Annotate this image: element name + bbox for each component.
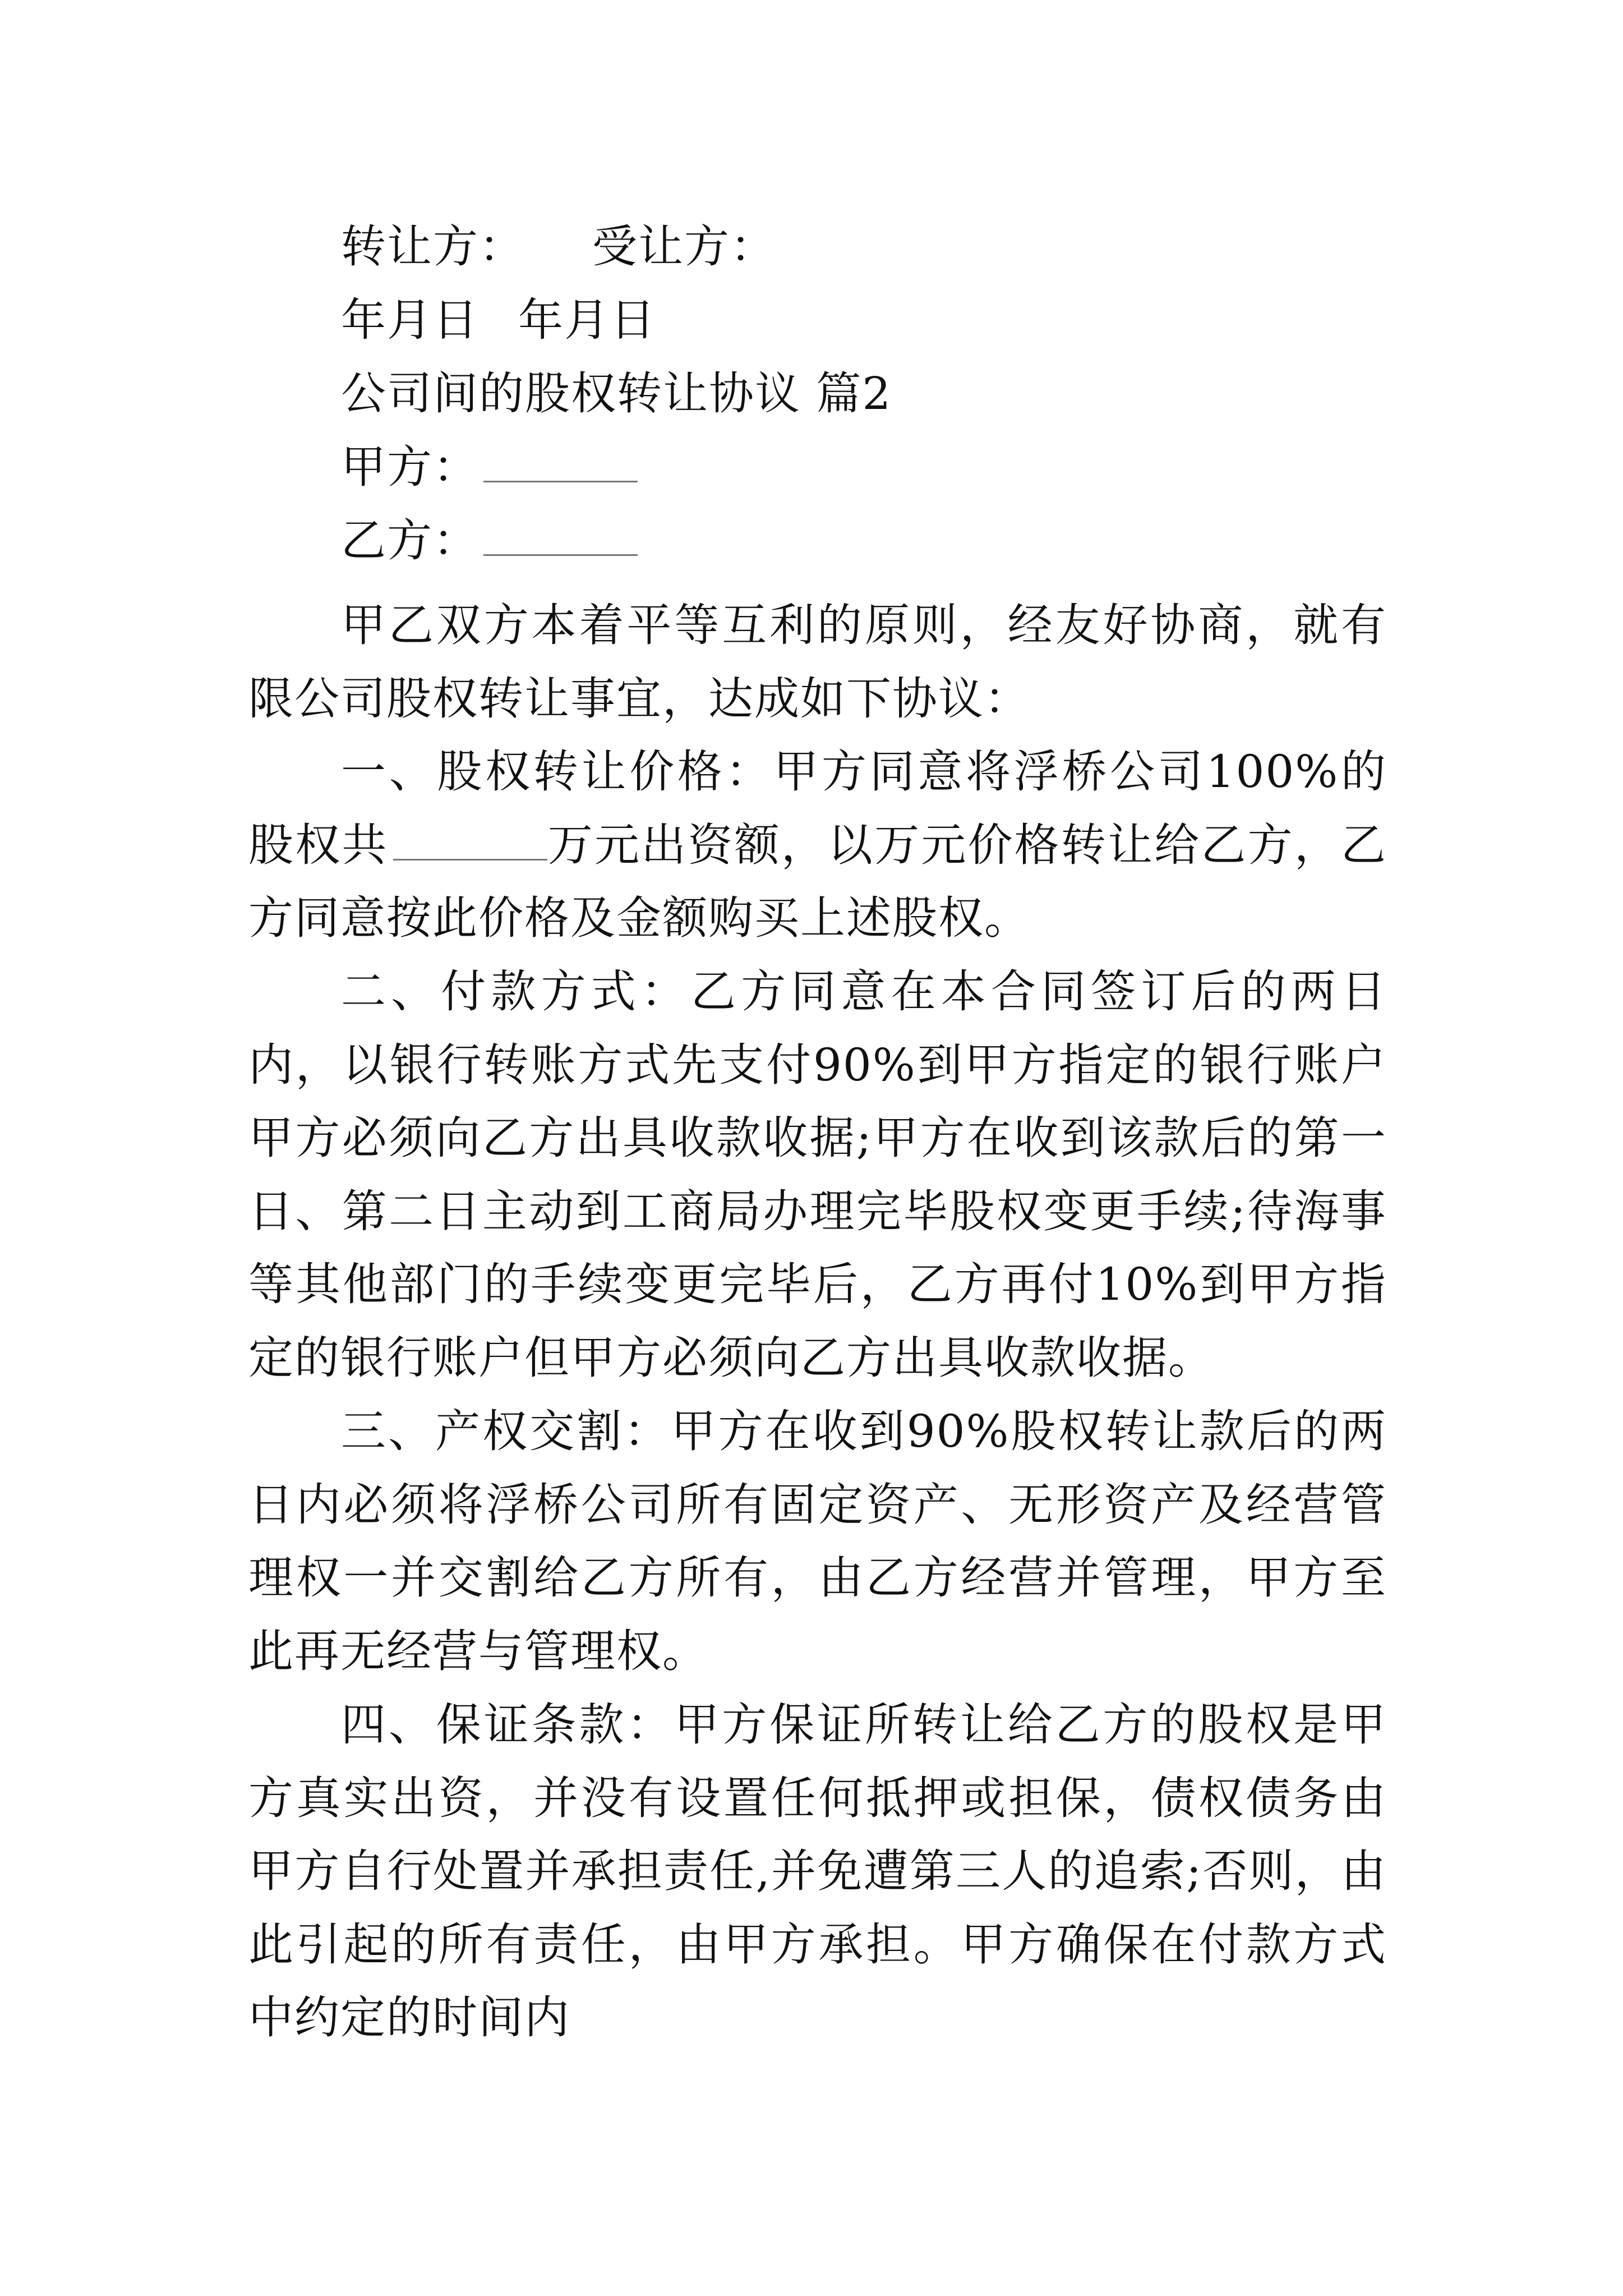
price-clause-suffix: 万元出资额，以万元价格转让给乙方，乙方同意按此价格及金额购买上述股权。 <box>248 818 1387 944</box>
payment-clause: 二、付款方式：乙方同意在本合同签订后的两日内，以银行转账方式先支付90%到甲方指定的银行账户甲方必须向乙方出具收款收据;甲方在收到该款后的第一日、第二日主动到工商局办理完毕股权变更手续;待海事等其他部门的手续变更完毕后，乙方再付10%到甲方指定的银行账户但甲方必须向乙方出具收款收据。 <box>248 965 1387 1384</box>
transferee-label: 受让方： <box>592 220 776 273</box>
signature-dates-row <box>341 293 656 347</box>
transferee-date: 年月日 <box>518 294 656 346</box>
party-b-line <box>341 514 638 568</box>
party-a-line <box>341 440 638 494</box>
price-clause <box>248 735 1387 955</box>
price-amount-blank <box>393 825 547 861</box>
section-title: 公司间的股权转让协议 篇2 <box>341 367 892 420</box>
transferor-date: 年月日 <box>341 294 479 346</box>
party-a-label: 甲方： <box>341 441 479 493</box>
guarantee-clause: 四、保证条款：甲方保证所转让给乙方的股权是甲方真实出资，并没有设置任何抵押或担保，债权债务由甲方自行处置并承担责任,并免遭第三人的追索;否则，由此引起的所有责任，由甲方承担。甲方确保在付款方式中约定的时间内 <box>248 1699 1387 2044</box>
party-a-blank <box>483 447 638 482</box>
price-clause-prefix: 一、股权转让价格：甲方同意将浮桥公司100%的股权共 <box>248 746 1387 871</box>
handover-clause: 三、产权交割：甲方在收到90%股权转让款后的两日内必须将浮桥公司所有固定资产、无形资产及经营管理权一并交割给乙方所有，由乙方经营并管理，甲方至此再无经营与管理权。 <box>248 1405 1387 1677</box>
signature-labels-row <box>341 220 776 274</box>
transferor-label: 转让方： <box>341 220 525 273</box>
party-b-blank <box>483 521 638 556</box>
intro-paragraph: 甲乙双方本着平等互利的原则，经友好协商，就有限公司股权转让事宜，达成如下协议： <box>248 599 1387 725</box>
party-b-label: 乙方： <box>341 514 479 567</box>
